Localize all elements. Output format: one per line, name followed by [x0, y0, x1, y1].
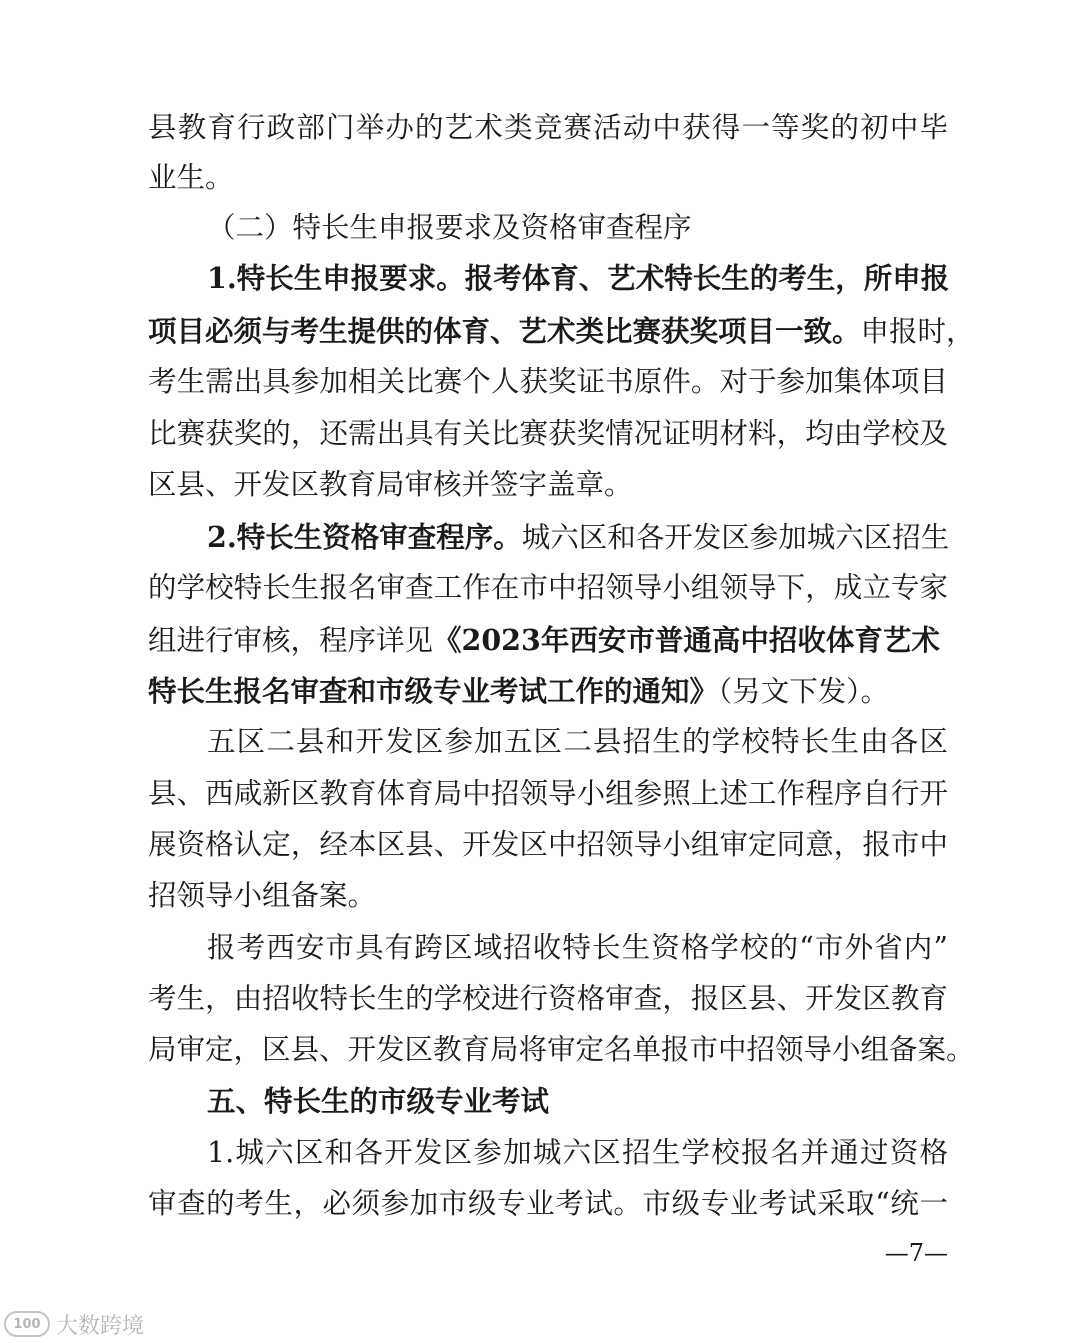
inline-text: （另文下发）。: [718, 675, 890, 708]
body-line: 考生需出具参加相关比赛个人获奖证书原件。对于参加集体项目: [148, 365, 948, 398]
body-line: 五区二县和开发区参加五区二县招生的学校特长生由各区: [207, 725, 948, 758]
watermark-text: 大数跨境: [56, 1313, 145, 1339]
body-line: 业生。: [148, 161, 234, 194]
bold-phrase: 项目必须与考生提供的体育、艺术类比赛获奖项目一致。: [148, 314, 861, 348]
inline-text: 组进行审核，程序详见: [148, 624, 434, 657]
body-line: 县、西咸新区教育体育局中招领导小组参照上述工作程序自行开: [148, 777, 948, 810]
body-line: 招领导小组备案。: [148, 879, 377, 912]
body-line: 比赛获奖的，还需出具有关比赛获奖情况证明材料，均由学校及: [148, 417, 948, 450]
inline-text: 城六区和各开发区参加城六区招生: [521, 521, 950, 554]
body-line: 的学校特长生报名审查工作在市中招领导小组领导下，成立专家: [148, 571, 948, 604]
body-line: 审查的考生，必须参加市级专业考试。市级专业考试采取“统一: [148, 1187, 948, 1220]
section-heading: 五、特长生的市级专业考试: [207, 1085, 550, 1118]
body-line: [148, 311, 975, 351]
inline-text: 申报时，: [860, 315, 975, 348]
body-line: 展资格认定，经本区县、开发区中招领导小组审定同意，报市中: [148, 828, 948, 861]
bold-phrase: 特长生报名审查和市级专业考试工作的通知》: [148, 674, 719, 708]
watermark-logo-icon: 100: [4, 1311, 50, 1337]
body-line: 考生，由招收特长生的学校进行资格审查，报区县、开发区教育: [148, 982, 948, 1015]
body-line: 1.特长生申报要求。报考体育、艺术特长生的考生，所申报: [207, 261, 950, 295]
body-line: [148, 620, 948, 660]
body-line: 1.城六区和各开发区参加城六区招生学校报名并通过资格: [207, 1136, 948, 1169]
body-line: 局审定，区县、开发区教育局将审定名单报市中招领导小组备案。: [148, 1033, 975, 1066]
body-line: [148, 671, 948, 711]
body-line: 县教育行政部门举办的艺术类竞赛活动中获得一等奖的初中毕: [148, 111, 948, 144]
watermark: [4, 1308, 144, 1340]
bold-phrase: 《2023年西安市普通高中招收体育艺术: [433, 623, 940, 657]
body-line: 区县、开发区教育局审核并签字盖章。: [148, 468, 633, 501]
bold-phrase: 2.特长生资格审查程序。: [207, 520, 522, 554]
body-line: [207, 517, 948, 557]
page-number: —7—: [884, 1239, 948, 1267]
body-line: 报考西安市具有跨区域招收特长生资格学校的“市外省内”: [207, 931, 948, 964]
section-heading: （二）特长生申报要求及资格审查程序: [207, 211, 692, 244]
